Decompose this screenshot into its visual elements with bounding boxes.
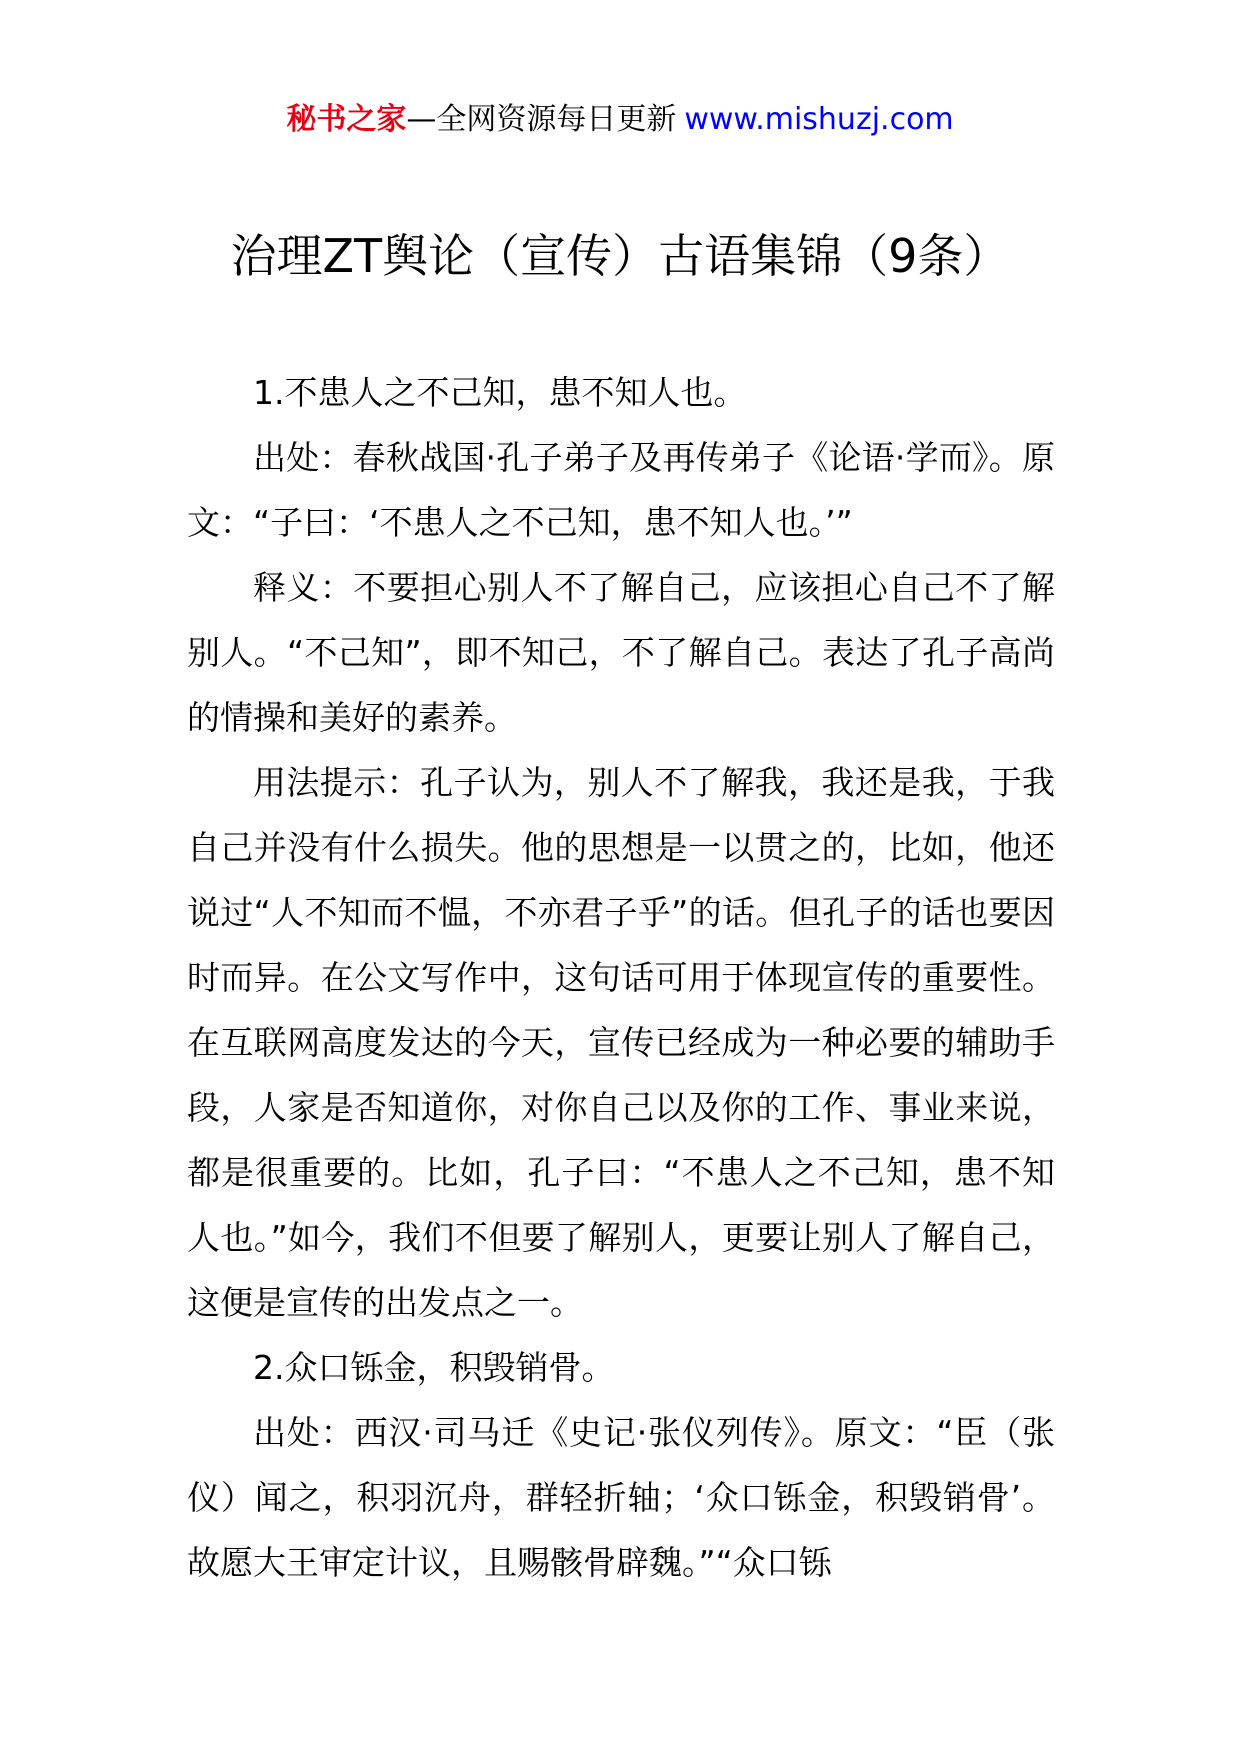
paragraph-item-1-heading: 1.不患人之不己知，患不知人也。 (253, 373, 747, 412)
site-header (0, 100, 1240, 140)
document-body (187, 360, 1055, 1595)
site-url-link[interactable]: www.mishuzj.com (684, 102, 954, 137)
site-brand: 秘书之家 (286, 102, 407, 137)
site-tagline: —全网资源每日更新 (406, 102, 677, 137)
paragraph-item-2-heading: 2.众口铄金，积毁销骨。 (253, 1348, 615, 1387)
document-title: 治理ZT舆论（宣传）古语集锦（9条） (230, 229, 1010, 283)
paragraph-item-1-source: 出处：春秋战国·孔子弟子及再传弟子《论语·学而》。原文：“子曰：‘不患人之不己知，患不知人也。’” (187, 438, 1055, 542)
paragraph-item-1-usage: 用法提示：孔子认为，别人不了解我，我还是我，于我自己并没有什么损失。他的思想是一以贯之的，比如，他还说过“人不知而不愠，不亦君子乎”的话。但孔子的话也要因时而异。在公文写作中，这句话可用于体现宣传的重要性。在互联网高度发达的今天，宣传已经成为一种必要的辅助手段，人家是否知道你，对你自己以及你的工作、事业来说，都是很重要的。比如，孔子曰：“不患人之不己知，患不知人也。”如今，我们不但要了解别人，更要让别人了解自己，这便是宣传的出发点之一。 (187, 763, 1055, 1322)
paragraph-item-1-meaning: 释义：不要担心别人不了解自己，应该担心自己不了解别人。“不己知”，即不知己，不了解自己。表达了孔子高尚的情操和美好的素养。 (187, 568, 1055, 737)
paragraph-item-2-source: 出处：西汉·司马迁《史记·张仪列传》。原文：“臣（张仪）闻之，积羽沉舟，群轻折轴；‘众口铄金，积毁销骨’。故愿大王审定计议，且赐骸骨辟魏。”“众口铄 (187, 1413, 1055, 1582)
